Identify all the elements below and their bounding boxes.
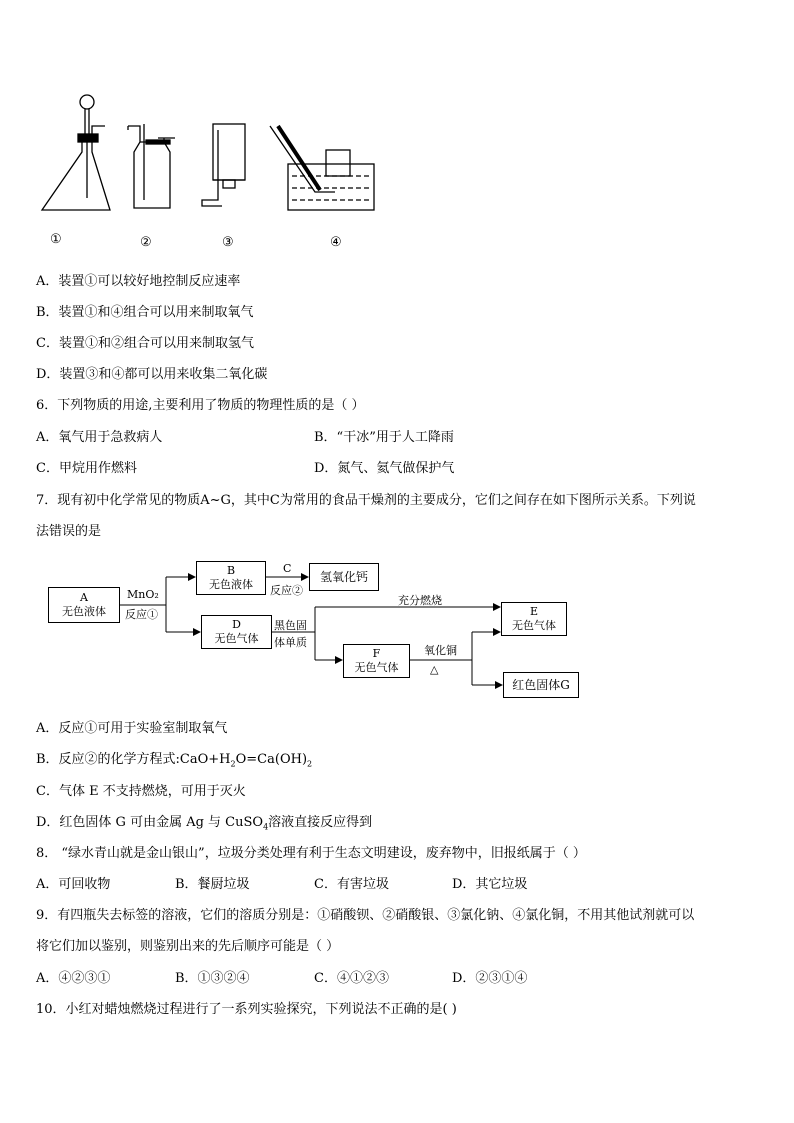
copper-oxide-label: 氧化铜 [424,644,457,657]
node-g: 红色固体G [503,672,579,698]
q10-stem: 10．小红对蜡烛燃烧过程进行了一系列实验探究，下列说法不正确的是( ) [36,1002,457,1017]
q8-option-c[interactable]: C．有害垃圾 [314,877,389,892]
q8-stem: 8． “绿水青山就是金山银山”，垃圾分类处理有利于生态文明建设，废弃物中，旧报纸属于（ ） [36,846,586,861]
catalyst-label: MnO₂ [127,588,159,601]
q7-option-c[interactable]: C．气体 E 不支持燃烧，可用于灭火 [36,784,246,799]
reaction-1-label: 反应① [125,608,158,621]
node-b [196,561,266,595]
node-a-text: 无色液体 [62,605,106,618]
black-solid-label-2: 体单质 [274,636,307,649]
q7-option-a[interactable]: A．反应①可用于实验室制取氧气 [36,721,228,736]
full-combustion-label: 充分燃烧 [398,594,442,607]
node-a-letter: A [80,591,88,604]
q8-option-b[interactable]: B．餐厨垃圾 [175,877,250,892]
black-solid-label-1: 黑色固 [274,619,307,632]
apparatus-figure [30,80,400,230]
node-d-letter: D [232,618,241,631]
apparatus-label-1: ① [50,232,62,247]
q5-option-a[interactable]: A．装置①可以较好地控制反应速率 [36,274,241,289]
q6-stem: 6．下列物质的用途,主要利用了物质的物理性质的是（ ） [36,398,365,413]
q9-option-b[interactable]: B．①③②④ [175,971,250,986]
apparatus-1-icon [42,95,110,210]
node-d-text: 无色气体 [214,632,259,645]
q8-option-a[interactable]: A．可回收物 [36,877,111,892]
q7-option-b[interactable] [36,748,312,769]
q6-option-b[interactable]: B．“干冰”用于人工降雨 [314,430,454,445]
apparatus-label-2: ② [140,235,152,250]
product-calcium-hydroxide: 氢氧化钙 [309,563,379,591]
q9-option-d[interactable]: D．②③①④ [452,971,528,986]
node-b-text: 无色液体 [209,578,253,591]
q5-option-b[interactable]: B．装置①和④组合可以用来制取氧气 [36,305,254,320]
q9-stem-line2: 将它们加以鉴别，则鉴别出来的先后顺序可能是（ ） [36,939,340,954]
node-f [343,644,410,678]
q6-option-c[interactable]: C．甲烷用作燃料 [36,461,137,476]
q7-option-b-mid: O=Ca(OH) [235,752,308,767]
node-e-letter: E [529,605,539,618]
q7-option-b-sub1: 2 [230,759,236,769]
apparatus-label-4: ④ [330,235,342,250]
q6-option-d[interactable]: D．氮气、氦气做保护气 [314,461,455,476]
node-f-text: 无色气体 [354,661,399,674]
heat-symbol: △ [430,663,439,676]
reagent-c-label: C [283,562,292,575]
node-e [501,602,567,636]
q7-option-d-pre: D．红色固体 G 可由金属 Ag 与 CuSO [36,815,264,830]
q9-option-c[interactable]: C．④①②③ [314,971,389,986]
node-f-letter: F [372,647,381,660]
apparatus-3-icon [202,124,245,206]
node-a [48,587,120,623]
node-e-text: 无色气体 [512,619,556,632]
q8-option-d[interactable]: D．其它垃圾 [452,877,528,892]
q7-option-d-sub: 4 [263,822,269,832]
q6-option-a[interactable]: A．氧气用于急救病人 [36,430,163,445]
apparatus-2-icon [128,124,175,208]
q7-option-d[interactable] [36,811,372,832]
q5-option-c[interactable]: C．装置①和②组合可以用来制取氢气 [36,336,254,351]
reaction-2-label: 反应② [270,584,303,597]
q5-option-d[interactable]: D．装置③和④都可以用来收集二氧化碳 [36,367,268,382]
q7-option-b-pre: B．反应②的化学方程式:CaO+H [36,752,231,767]
apparatus-label-3: ③ [222,235,234,250]
q9-stem-line1: 9．有四瓶失去标签的溶液，它们的溶质分别是：①硝酸钡、②硝酸银、③氯化钠、④氯化铜，不用其他试剂就可以 [36,908,695,923]
q9-option-a[interactable]: A．④②③① [36,971,111,986]
q7-stem-line2: 法错误的是 [36,524,102,539]
apparatus-4-icon [270,126,374,210]
q7-option-b-sub2: 2 [307,759,313,769]
q7-stem-line1: 7．现有初中化学常见的物质A~G，其中C为常用的食品干燥剂的主要成分，它们之间存在如下图所示关系。下列说 [36,493,696,508]
node-d [201,615,272,649]
q7-option-d-post: 溶液直接反应得到 [268,815,373,830]
node-b-letter: B [226,564,236,577]
